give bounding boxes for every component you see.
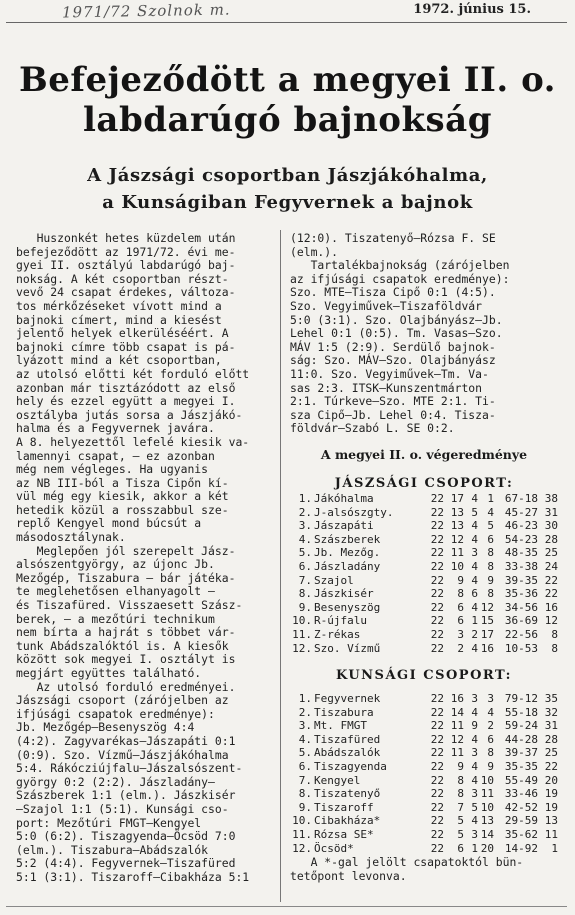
table-cell-won: 9: [457, 759, 464, 773]
table-row: [290, 533, 558, 547]
table-cell-drawn: 9: [471, 719, 478, 733]
table-row: [290, 774, 558, 788]
table-cell-points: 20: [544, 773, 558, 787]
table-cell-drawn: 3: [471, 746, 478, 760]
table-cell-position: 12.: [292, 641, 312, 655]
table-cell-lost: 9: [487, 573, 494, 587]
table-cell-goals: 45-27: [504, 505, 538, 519]
table-cell-won: 16: [450, 692, 464, 705]
table-cell-team: Tiszabura: [314, 705, 374, 719]
table-cell-points: 11: [544, 827, 558, 841]
table-row: [290, 506, 558, 520]
table-cell-won: 13: [450, 505, 464, 519]
table-cell-goals: 14-92: [504, 841, 538, 855]
table-cell-points: 28: [544, 532, 558, 546]
table-cell-drawn: 4: [471, 814, 478, 828]
table-cell-position: 7.: [298, 773, 312, 787]
table-cell-goals: 36-69: [504, 614, 538, 628]
table-cell-lost: 11: [480, 787, 494, 801]
table-cell-goals: 46-23: [504, 519, 538, 533]
table-row: [290, 574, 558, 588]
table-cell-drawn: 4: [471, 492, 478, 505]
table-cell-won: 2: [457, 641, 464, 655]
table-cell-lost: 6: [487, 532, 494, 546]
table-cell-won: 6: [457, 841, 464, 855]
table-cell-points: 1: [551, 841, 558, 855]
table-cell-position: 4.: [298, 532, 312, 546]
table-cell-lost: 8: [487, 546, 494, 560]
table-cell-played: 22: [430, 614, 444, 628]
subheadline-line-2: a Kunságiban Fegyvernek a bajnok: [102, 192, 473, 213]
table-cell-team: Jb. Mezőg.: [314, 546, 381, 560]
table-cell-goals: 67-18: [504, 492, 538, 505]
table-cell-drawn: 4: [471, 759, 478, 773]
table-cell-points: 8: [551, 627, 558, 641]
table-cell-position: 9.: [298, 600, 312, 614]
table-cell-team: Besenyszög: [314, 600, 381, 614]
table-row: [290, 706, 558, 720]
table-cell-goals: 33-38: [504, 559, 538, 573]
top-divider: [6, 22, 567, 23]
table-cell-goals: 39-37: [504, 746, 538, 760]
table-cell-points: 22: [544, 759, 558, 773]
standings-table-jaszsagi: [290, 492, 558, 655]
table-cell-lost: 20: [480, 841, 494, 855]
table-cell-points: 12: [544, 614, 558, 628]
table-cell-goals: 39-35: [504, 573, 538, 587]
table-cell-lost: 8: [487, 587, 494, 601]
table-cell-team: Tiszaroff: [314, 800, 374, 814]
table-cell-drawn: 4: [471, 641, 478, 655]
table-cell-drawn: 5: [471, 505, 478, 519]
table-cell-drawn: 4: [471, 573, 478, 587]
table-cell-won: 17: [450, 492, 464, 505]
table-cell-goals: 54-23: [504, 532, 538, 546]
table-cell-won: 8: [457, 587, 464, 601]
table-cell-played: 22: [430, 719, 444, 733]
table-cell-drawn: 4: [471, 559, 478, 573]
table-cell-won: 9: [457, 573, 464, 587]
table-cell-played: 22: [430, 505, 444, 519]
table-cell-team: Jászapáti: [314, 519, 374, 533]
table-cell-points: 22: [544, 587, 558, 601]
table-cell-played: 22: [430, 746, 444, 760]
table-cell-played: 22: [430, 587, 444, 601]
table-cell-team: Szajol: [314, 573, 354, 587]
table-cell-lost: 6: [487, 732, 494, 746]
table-cell-team: Z-rékas: [314, 627, 361, 641]
standings-title: A megyei II. o. végeredménye: [320, 447, 528, 462]
table-row: [290, 628, 558, 642]
table-cell-won: 13: [450, 519, 464, 533]
table-cell-played: 22: [430, 519, 444, 533]
table-cell-team: J-alsószgty.: [314, 505, 394, 519]
table-cell-won: 11: [450, 719, 464, 733]
table-cell-goals: 33-46: [504, 787, 538, 801]
table-cell-won: 14: [450, 705, 464, 719]
table-cell-points: 31: [544, 505, 558, 519]
table-cell-goals: 10-53: [504, 641, 538, 655]
table-cell-played: 22: [430, 532, 444, 546]
table-cell-played: 22: [430, 492, 444, 505]
article-left-column: Huszonkét hetes küzdelem után befejeződött az 1971/72. évi me- gyei II. osztályú labdarúgó baj- nokság. A két csoportban részt- vevő 24 csapat érdekes, változa- tos mérkőzéseket vívott mind a bajnoki címert, mind a kiesést jelentő helyek elkerüléséért. A bajnoki címre több csapat is pá- lyázott mind a két csoportban, az utolsó előtti két forduló előtt azonban már tisztázódott az első hely és ezzel együtt a megyei I. osztályba jutás sorsa a Jászjákó- halma és a Fegyvernek javára. A 8. helyezettől lefelé kiesik va- lamennyi csapat, — ez azonban még nem végleges. Ha ugyanis az NB III-ból a Tisza Cipőn kí- vül még egy kiesik, akkor a két hetedik közül a rosszabbul sze- replő Kengyel mond búcsút a másodosztálynak. Meglepően jól szerepelt Jász- alsószentgyörgy, az újonc Jb. Mezőgép, Tiszabura — bár játéka- te meglehetősen elhanyagolt — és Tiszafüred. Visszaesett Szász- berek, — a mezőtúri technikum nem bírta a hajrát s többet vár- tunk Abádszalóktól is. A kiesők között sok megyei I. osztályt is megjárt együttes található. Az utolsó forduló eredményei. Jászsági csoport (zárójelben az ifjúsági csapatok eredménye): Jb. Mezőgép—Besenyszög 4:4 (4:2). Zagyvarékas—Jászapáti 0:1 (0:9). Szo. Vízmű—Jászjákóhalma 5:4. Rákócziújfalu—Jászalsószent- györgy 0:2 (2:2). Jászladány— Szászberek 1:1 (elm.). Jászkisér —Szajol 1:1 (5:1). Kunsági cso- port: Mezőtúri FMGT—Kengyel 5:0 (6:2). Tiszagyenda—Öcsöd 7:0 (elm.). Tiszabura—Abádszalók 5:2 (4:4). Fegyvernek—Tiszafüred 5:1 (3:1). Tiszaroff—Cibakháza 5:1: [16, 231, 250, 884]
table-cell-position: 7.: [298, 573, 312, 587]
table-cell-goals: 35-62: [504, 827, 538, 841]
table-cell-points: 31: [544, 719, 558, 733]
table-cell-played: 22: [430, 573, 444, 587]
table-cell-drawn: 4: [471, 600, 478, 614]
table-cell-team: Jászkisér: [314, 587, 374, 601]
table-cell-goals: 48-35: [504, 546, 538, 560]
table-cell-position: 2.: [298, 705, 312, 719]
table-row: [290, 733, 558, 747]
table-cell-team: Szászberek: [314, 532, 381, 546]
group-title-kunsagi: KUNSÁGI CSOPORT:: [336, 668, 512, 683]
table-cell-position: 12.: [292, 841, 312, 855]
table-cell-goals: 44-28: [504, 732, 538, 746]
table-cell-points: 30: [544, 519, 558, 533]
table-cell-team: Cibakháza*: [314, 814, 381, 828]
table-cell-position: 6.: [298, 759, 312, 773]
table-cell-played: 22: [430, 705, 444, 719]
table-cell-position: 11.: [292, 827, 312, 841]
table-cell-won: 10: [450, 559, 464, 573]
table-cell-team: Jászladány: [314, 559, 381, 573]
table-cell-drawn: 6: [471, 587, 478, 601]
table-cell-drawn: 1: [471, 614, 478, 628]
table-cell-position: 2.: [298, 505, 312, 519]
table-cell-drawn: 4: [471, 519, 478, 533]
table-cell-won: 12: [450, 732, 464, 746]
table-cell-drawn: 4: [471, 705, 478, 719]
table-cell-goals: 35-35: [504, 759, 538, 773]
table-row: [290, 601, 558, 615]
subheadline: [0, 162, 575, 216]
bottom-divider: [6, 906, 567, 907]
table-cell-position: 1.: [298, 492, 312, 505]
table-cell-drawn: 4: [471, 773, 478, 787]
table-cell-lost: 16: [480, 641, 494, 655]
standings-table-kunsagi: [290, 692, 558, 855]
table-cell-drawn: 1: [471, 841, 478, 855]
subheadline-line-1: A Jászsági csoportban Jászjákóhalma,: [87, 165, 488, 186]
table-cell-team: R-újfalu: [314, 614, 367, 628]
table-cell-position: 4.: [298, 732, 312, 746]
table-cell-goals: 35-36: [504, 587, 538, 601]
table-cell-points: 19: [544, 787, 558, 801]
table-cell-won: 8: [457, 787, 464, 801]
table-cell-lost: 2: [487, 719, 494, 733]
table-cell-points: 19: [544, 800, 558, 814]
table-cell-goals: 34-56: [504, 600, 538, 614]
table-cell-played: 22: [430, 759, 444, 773]
table-cell-points: 13: [544, 814, 558, 828]
table-cell-won: 11: [450, 546, 464, 560]
table-cell-lost: 3: [487, 692, 494, 705]
table-cell-points: 28: [544, 732, 558, 746]
table-cell-points: 8: [551, 641, 558, 655]
table-cell-points: 25: [544, 746, 558, 760]
table-cell-position: 11.: [292, 627, 312, 641]
table-cell-team: Jákóhalma: [314, 492, 374, 505]
table-cell-position: 8.: [298, 587, 312, 601]
table-cell-position: 10.: [292, 614, 312, 628]
table-cell-position: 3.: [298, 519, 312, 533]
publication-date: 1972. június 15.: [413, 2, 531, 17]
table-row: [290, 787, 558, 801]
article-right-column: (12:0). Tiszatenyő—Rózsa F. SE (elm.). Tartalékbajnokság (zárójelben az ifjúsági csapatok eredménye): Szo. MTE—Tisza Cipő 0:1 (4:5). Szo. Vegyiművek—Tiszaföldvár 5:0 (3:1). Szo. Olajbányász—Jb. Lehel 0:1 (0:5). Tm. Vasas—Szo. MÁV 1:5 (2:9). Serdülő bajnok- ság: Szo. MÁV—Szo. Olajbányász 11:0. Szo. Vegyiművek—Tm. Va- sas 2:3. ITSK—Kunszentmárton 2:1. Túrkeve—Szo. MTE 2:1. Ti- sza Cipő—Jb. Lehel 0:4. Tisza- földvár—Szabó L. SE 0:2.: [290, 231, 510, 436]
table-cell-played: 22: [430, 692, 444, 705]
table-row: [290, 546, 558, 560]
table-cell-points: 22: [544, 573, 558, 587]
table-cell-drawn: 4: [471, 532, 478, 546]
table-cell-team: Abádszalók: [314, 746, 381, 760]
table-cell-won: 6: [457, 600, 464, 614]
table-cell-lost: 4: [487, 505, 494, 519]
table-cell-position: 5.: [298, 546, 312, 560]
table-cell-team: Mt. FMGT: [314, 719, 367, 733]
table-cell-position: 3.: [298, 719, 312, 733]
table-cell-points: 16: [544, 600, 558, 614]
table-cell-lost: 17: [480, 627, 494, 641]
table-cell-lost: 10: [480, 773, 494, 787]
table-cell-played: 22: [430, 600, 444, 614]
table-cell-lost: 4: [487, 705, 494, 719]
table-cell-goals: 22-56: [504, 627, 538, 641]
table-row: [290, 746, 558, 760]
table-cell-drawn: 4: [471, 732, 478, 746]
table-cell-won: 12: [450, 532, 464, 546]
table-cell-team: Tiszatenyő: [314, 787, 381, 801]
table-cell-goals: 55-49: [504, 773, 538, 787]
table-cell-team: Fegyvernek: [314, 692, 381, 705]
table-row: [290, 828, 558, 842]
table-cell-goals: 55-18: [504, 705, 538, 719]
table-cell-goals: 59-24: [504, 719, 538, 733]
table-cell-position: 1.: [298, 692, 312, 705]
table-cell-lost: 1: [487, 492, 494, 505]
table-cell-points: 24: [544, 559, 558, 573]
table-cell-drawn: 2: [471, 627, 478, 641]
table-cell-goals: 42-52: [504, 800, 538, 814]
table-cell-team: Öcsöd*: [314, 841, 354, 855]
handwritten-note: 1971/72 Szolnok m.: [61, 0, 231, 22]
table-cell-won: 6: [457, 614, 464, 628]
table-cell-position: 9.: [298, 800, 312, 814]
standings-footnote: A *-gal jelölt csapatoktól bün- tetőpont levonva.: [290, 855, 524, 883]
table-cell-played: 22: [430, 641, 444, 655]
table-cell-played: 22: [430, 627, 444, 641]
table-row: [290, 814, 558, 828]
table-cell-drawn: 3: [471, 787, 478, 801]
table-cell-won: 11: [450, 746, 464, 760]
table-cell-drawn: 3: [471, 827, 478, 841]
table-cell-played: 22: [430, 841, 444, 855]
table-row: [290, 642, 558, 656]
table-cell-won: 8: [457, 773, 464, 787]
table-cell-played: 22: [430, 773, 444, 787]
table-cell-played: 22: [430, 814, 444, 828]
table-cell-points: 38: [544, 492, 558, 505]
table-cell-position: 8.: [298, 787, 312, 801]
table-cell-position: 10.: [292, 814, 312, 828]
table-cell-lost: 8: [487, 559, 494, 573]
table-cell-played: 22: [430, 800, 444, 814]
table-cell-played: 22: [430, 559, 444, 573]
table-row: [290, 842, 558, 856]
table-cell-team: Tiszagyenda: [314, 759, 387, 773]
table-cell-played: 22: [430, 787, 444, 801]
table-row: [290, 760, 558, 774]
table-cell-played: 22: [430, 827, 444, 841]
table-row: [290, 492, 558, 506]
table-cell-played: 22: [430, 546, 444, 560]
column-divider: [280, 230, 281, 902]
table-row: [290, 692, 558, 706]
table-cell-drawn: 5: [471, 800, 478, 814]
table-cell-lost: 10: [480, 800, 494, 814]
table-cell-points: 32: [544, 705, 558, 719]
table-cell-lost: 14: [480, 827, 494, 841]
table-cell-position: 5.: [298, 746, 312, 760]
table-cell-goals: 29-59: [504, 814, 538, 828]
table-cell-team: Kengyel: [314, 773, 361, 787]
table-row: [290, 560, 558, 574]
table-row: [290, 519, 558, 533]
table-row: [290, 801, 558, 815]
table-cell-position: 6.: [298, 559, 312, 573]
headline-line-2: labdarúgó bajnokság: [83, 100, 492, 140]
table-cell-points: 35: [544, 692, 558, 705]
table-cell-drawn: 3: [471, 692, 478, 705]
table-cell-points: 25: [544, 546, 558, 560]
table-cell-played: 22: [430, 732, 444, 746]
table-cell-lost: 9: [487, 759, 494, 773]
table-row: [290, 719, 558, 733]
table-row: [290, 587, 558, 601]
table-cell-lost: 12: [480, 600, 494, 614]
headline: [0, 60, 575, 140]
table-row: [290, 614, 558, 628]
table-cell-drawn: 3: [471, 546, 478, 560]
table-cell-team: Rózsa SE*: [314, 827, 374, 841]
table-cell-lost: 8: [487, 746, 494, 760]
table-cell-won: 5: [457, 827, 464, 841]
table-cell-goals: 79-12: [504, 692, 538, 705]
table-cell-team: Tiszafüred: [314, 732, 381, 746]
table-cell-lost: 5: [487, 519, 494, 533]
table-cell-won: 7: [457, 800, 464, 814]
table-cell-team: Szo. Vízmű: [314, 641, 381, 655]
headline-line-1: Befejeződött a megyei II. o.: [18, 60, 557, 100]
table-cell-won: 3: [457, 627, 464, 641]
group-title-jaszsagi: JÁSZSÁGI CSOPORT:: [334, 476, 514, 491]
table-cell-lost: 15: [480, 614, 494, 628]
table-cell-lost: 13: [480, 814, 494, 828]
table-cell-won: 5: [457, 814, 464, 828]
